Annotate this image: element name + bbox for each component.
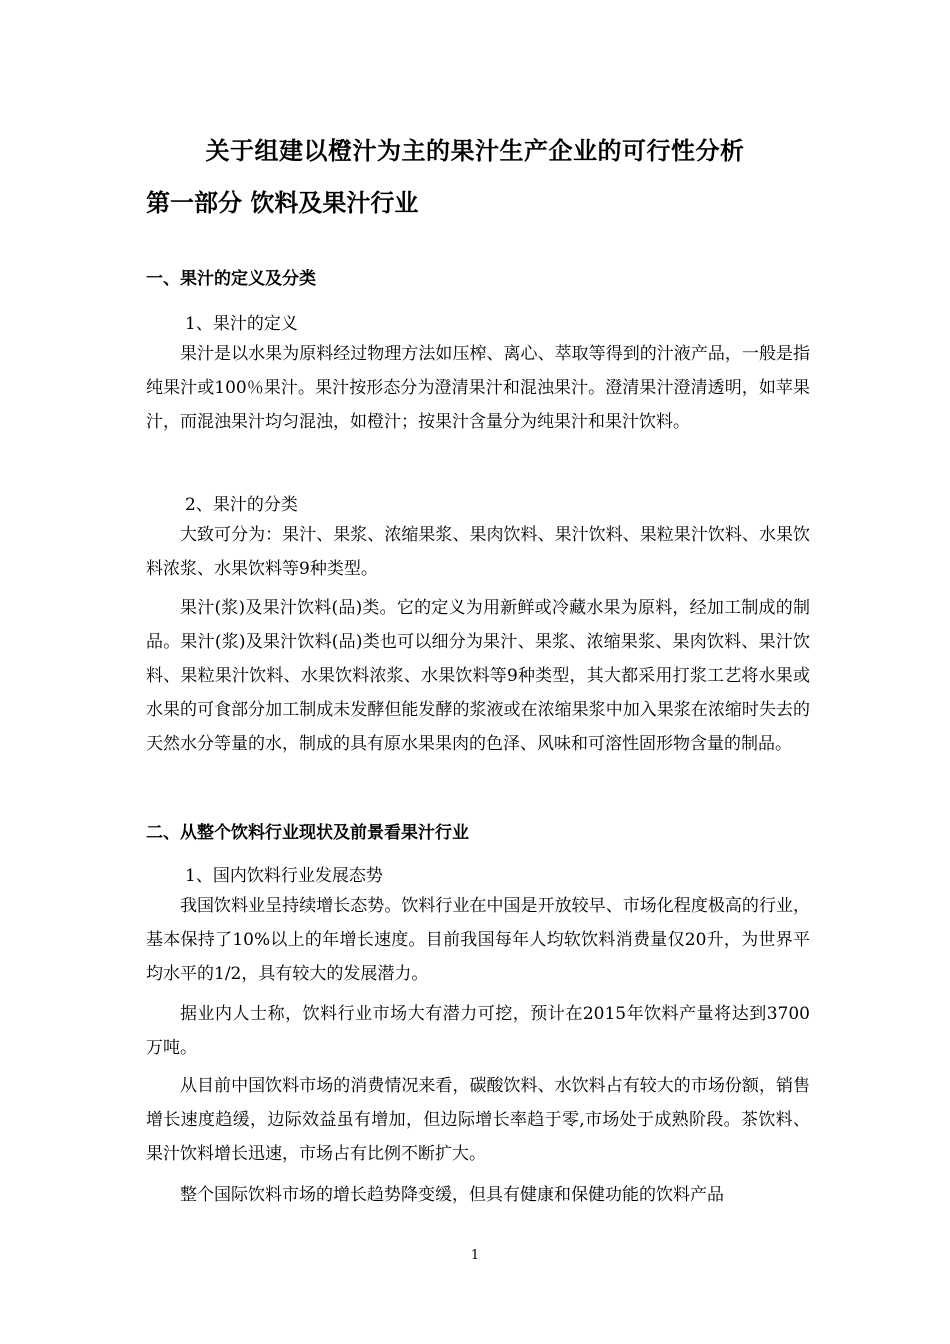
paragraph-industry-2: 据业内人士称，饮料行业市场大有潜力可挖，预计在2015年饮料产量将达到3700万吨。 [146, 1004, 810, 1058]
part-heading: 第一部分 饮料及果汁行业 [146, 189, 419, 217]
paragraph-industry-3: 从目前中国饮料市场的消费情况来看，碳酸饮料、水饮料占有较大的市场份额，销售增长速度趋缓，边际效益虽有增加，但边际增长率趋于零,市场处于成熟阶段。茶饮料、果汁饮料增长迅速，市场占有比例不断扩大。 [146, 1076, 810, 1164]
paragraph-classification-1: 大致可分为：果汁、果浆、浓缩果浆、果肉饮料、果汁饮料、果粒果汁饮料、水果饮料浓浆、水果饮料等9种类型。 [146, 525, 810, 579]
section-heading-1: 一、果汁的定义及分类 [146, 269, 316, 289]
paragraph-industry-1: 我国饮料业呈持续增长态势。饮料行业在中国是开放较早、市场化程度极高的行业，基本保持了10%以上的年增长速度。目前我国每年人均软饮料消费量仅20升，为世界平均水平的1/2，具有较大的发展潜力。 [146, 896, 810, 984]
paragraph-definition: 果汁是以水果为原料经过物理方法如压榨、离心、萃取等得到的汁液产品，一般是指纯果汁或100％果汁。果汁按形态分为澄清果汁和混浊果汁。澄清果汁澄清透明，如苹果汁，而混浊果汁均匀混浊，如橙汁；按果汁含量分为纯果汁和果汁饮料。 [146, 344, 810, 432]
section-heading-2: 二、从整个饮料行业现状及前景看果汁行业 [146, 823, 469, 843]
page-number: 1 [470, 1248, 480, 1263]
subsection-heading-2-1: 1、国内饮料行业发展态势 [185, 866, 383, 886]
subsection-heading-1-1: 1、果汁的定义 [185, 314, 298, 334]
paragraph-classification-2: 果汁(浆)及果汁饮料(品)类。它的定义为用新鲜或冷藏水果为原料，经加工制成的制品。果汁(浆)及果汁饮料(品)类也可以细分为果汁、果浆、浓缩果浆、果肉饮料、果汁饮料、果粒果汁饮料、水果饮料浓浆、水果饮料等9种类型，其大都采用打浆工艺将水果或水果的可食部分加工制成未发酵但能发酵的浆液或在浓缩果浆中加入果浆在浓缩时失去的天然水分等量的水，制成的具有原水果果肉的色泽、风味和可溶性固形物含量的制品。 [146, 598, 810, 754]
document-title: 关于组建以橙汁为主的果汁生产企业的可行性分析 [205, 137, 745, 165]
paragraph-industry-4: 整个国际饮料市场的增长趋势降变缓，但具有健康和保健功能的饮料产品 [180, 1185, 724, 1205]
subsection-heading-1-2: 2、果汁的分类 [185, 495, 298, 515]
